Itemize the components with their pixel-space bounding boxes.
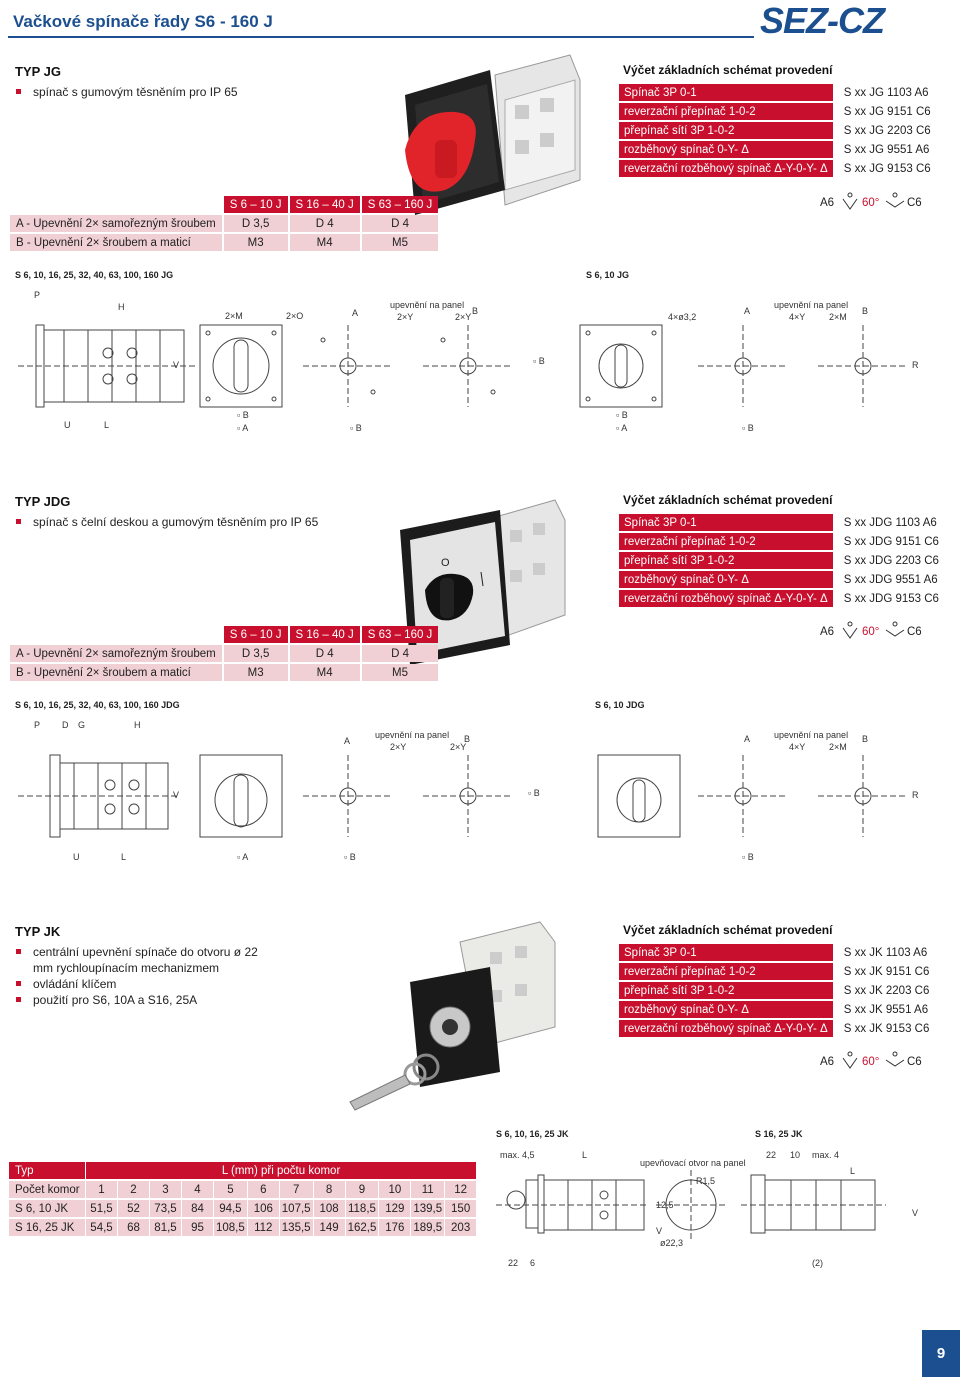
page-title: Vačkové spínače řady S6 - 160 J bbox=[13, 12, 273, 31]
dim-label: ▫ B bbox=[528, 788, 540, 798]
anchor-icon bbox=[884, 1050, 906, 1074]
schema-table-jk bbox=[619, 942, 943, 1039]
dim-label: 22 bbox=[508, 1258, 519, 1268]
schema-table-jdg bbox=[619, 512, 944, 609]
bullet-item: centrální upevnění spínače do otvoru ø 22 mm rychloupínacím mechanizmem bbox=[15, 944, 275, 976]
dim-label: ▫ B bbox=[616, 410, 628, 420]
dim-label: ▫ B bbox=[237, 410, 249, 420]
brand-logo: SEZ-CZ bbox=[760, 0, 884, 41]
schema-row: reverzační rozběhový spínač Δ-Y-0-Y- Δ S xx JK 9153 C6 bbox=[619, 1020, 943, 1037]
anchor-icon bbox=[840, 191, 860, 215]
bullet-list-jdg bbox=[15, 514, 318, 530]
schema-row: Spínač 3P 0-1 S xx JDG 1103 A6 bbox=[619, 514, 944, 531]
dim-label: A bbox=[744, 306, 751, 316]
dim-label: V bbox=[173, 360, 180, 370]
schema-row: Spínač 3P 0-1 S xx JK 1103 A6 bbox=[619, 944, 943, 961]
schema-table-jg bbox=[619, 82, 943, 179]
bullet-item: ovládání klíčem bbox=[15, 976, 275, 992]
dim-label: A bbox=[344, 736, 351, 746]
dim-label: P bbox=[34, 720, 41, 730]
dim-label: 2×Y bbox=[397, 312, 414, 322]
dim-label: L bbox=[582, 1150, 588, 1160]
dim-label: B bbox=[472, 306, 479, 316]
dim-label: H bbox=[118, 302, 125, 312]
drawing-label-jdg-left: S 6, 10, 16, 25, 32, 40, 63, 100, 160 JDG bbox=[15, 700, 180, 710]
dim-label: upevnění na panel bbox=[774, 300, 849, 310]
mount-row: B - Upevnění 2× šroubem a maticí M3 M4 M5 bbox=[10, 234, 438, 251]
dim-label: 4×ø3,2 bbox=[668, 312, 697, 322]
dim-label: 2×M bbox=[829, 742, 847, 752]
anchor-icon bbox=[884, 620, 906, 644]
schema-list-title-jk: Výčet základních schémat provedení bbox=[623, 923, 833, 937]
page-number: 9 bbox=[922, 1330, 960, 1377]
dim-label: max. 4,5 bbox=[500, 1150, 535, 1160]
dim-label: 2×Y bbox=[390, 742, 407, 752]
dim-label: 2×Y bbox=[455, 312, 472, 322]
dim-label: R1,5 bbox=[696, 1176, 716, 1186]
dim-label: 2×Y bbox=[450, 742, 467, 752]
anchor-icon bbox=[840, 1050, 860, 1074]
bullet-item: použití pro S6, 10A a S16, 25A bbox=[15, 992, 275, 1008]
position-indicator-jdg: A6 60° C6 bbox=[818, 620, 928, 646]
dim-label: ▫ B bbox=[533, 356, 545, 366]
dim-label: H bbox=[134, 720, 141, 730]
dim-label: 2×M bbox=[829, 312, 847, 322]
drawing-label-jk-right: S 16, 25 JK bbox=[755, 1129, 803, 1139]
dim-label: B bbox=[464, 734, 471, 744]
dim-label: P bbox=[34, 290, 41, 300]
schema-row: přepínač sítí 3P 1-0-2 S xx JK 2203 C6 bbox=[619, 982, 943, 999]
mount-row: B - Upevnění 2× šroubem a maticí M3 M4 M5 bbox=[10, 664, 438, 681]
schema-list-title-jdg: Výčet základních schémat provedení bbox=[623, 493, 833, 507]
table-row: Počet komor 1 2 3 4 5 6 7 8 9 10 11 12 bbox=[9, 1181, 476, 1198]
dim-label: L bbox=[121, 852, 127, 862]
dim-label: B bbox=[862, 734, 869, 744]
dim-label: U bbox=[73, 852, 80, 862]
mount-row: A - Upevnění 2× samořezným šroubem D 3,5 D 4 D 4 bbox=[10, 645, 438, 662]
position-indicator-jg: A6 60° C6 bbox=[818, 191, 928, 217]
section-title-jk: TYP JK bbox=[15, 924, 61, 939]
schema-row: přepínač sítí 3P 1-0-2 S xx JG 2203 C6 bbox=[619, 122, 943, 139]
switch-photo-jg bbox=[395, 40, 595, 215]
header-divider bbox=[8, 36, 754, 38]
drawing-label-jk-left: S 6, 10, 16, 25 JK bbox=[496, 1129, 569, 1139]
mount-table-jg: S 6 – 10 J S 16 – 40 J S 63 – 160 J A - Upevnění 2× samořezným šroubem D 3,5 D 4 D 4 B - Upevnění 2× šroubem a maticí M3 M4 M5 bbox=[8, 194, 440, 253]
schema-row: rozběhový spínač 0-Y- Δ S xx JG 9551 A6 bbox=[619, 141, 943, 158]
dim-label: V bbox=[912, 1208, 919, 1218]
dim-label: G bbox=[78, 720, 86, 730]
schema-row: reverzační rozběhový spínač Δ-Y-0-Y- Δ S xx JG 9153 C6 bbox=[619, 160, 943, 177]
schema-row: reverzační přepínač 1-0-2 S xx JG 9151 C6 bbox=[619, 103, 943, 120]
position-indicator-jk: A6 60° C6 bbox=[818, 1050, 928, 1076]
dim-label: 2×O bbox=[286, 311, 304, 321]
schema-row: rozběhový spínač 0-Y- Δ S xx JK 9551 A6 bbox=[619, 1001, 943, 1018]
schema-list-title-jg: Výčet základních schémat provedení bbox=[623, 63, 833, 77]
schema-row: reverzační přepínač 1-0-2 S xx JDG 9151 C6 bbox=[619, 533, 944, 550]
svg-text:O: O bbox=[441, 557, 450, 569]
dim-label: U bbox=[64, 420, 71, 430]
dim-label: max. 4 bbox=[812, 1150, 840, 1160]
dimension-table-jk: Typ L (mm) při počtu komor Počet komor 1 2 3 4 5 6 7 8 9 10 11 12 S 6, 10 JK 51,5 52 73,5 84 94,5 106 107,5 108 118,5 129 139,5 150 S 16, 25 JK 54,5 68 81,5 95 108,5 112 135,5 149 162,5 176 189,5 203 bbox=[8, 1160, 477, 1238]
mount-row: A - Upevnění 2× samořezným šroubem D 3,5 D 4 D 4 bbox=[10, 215, 438, 232]
dim-label: R bbox=[912, 360, 919, 370]
dim-label: 6 bbox=[530, 1258, 536, 1268]
dim-label: 2×M bbox=[225, 311, 243, 321]
dim-label: ▫ B bbox=[742, 423, 754, 433]
bullet-item: spínač s gumovým těsněním pro IP 65 bbox=[15, 84, 238, 100]
section-title-jdg: TYP JDG bbox=[15, 494, 71, 509]
dim-label: upevnění na panel bbox=[390, 300, 465, 310]
dim-label: ▫ B bbox=[742, 852, 754, 862]
table-row: S 16, 25 JK 54,5 68 81,5 95 108,5 112 135,5 149 162,5 176 189,5 203 bbox=[9, 1219, 476, 1236]
bullet-list-jg bbox=[15, 84, 238, 100]
schema-row: přepínač sítí 3P 1-0-2 S xx JDG 2203 C6 bbox=[619, 552, 944, 569]
dim-label: 12,5 bbox=[656, 1200, 674, 1210]
dim-label: upevnění na panel bbox=[774, 730, 849, 740]
dim-label: R bbox=[912, 790, 919, 800]
dim-label: upevnění na panel bbox=[375, 730, 450, 740]
drawing-label-jg-right: S 6, 10 JG bbox=[586, 270, 630, 280]
dim-label: ø22,3 bbox=[660, 1238, 684, 1248]
dim-label: 4×Y bbox=[789, 742, 806, 752]
dim-label: A bbox=[744, 734, 751, 744]
section-title-jg: TYP JG bbox=[15, 64, 62, 79]
mount-table-jdg: S 6 – 10 J S 16 – 40 J S 63 – 160 J A - Upevnění 2× samořezným šroubem D 3,5 D 4 D 4 B - Upevnění 2× šroubem a maticí M3 M4 M5 bbox=[8, 624, 440, 683]
dim-label: V bbox=[173, 790, 180, 800]
dim-label: 4×Y bbox=[789, 312, 806, 322]
dim-label: L bbox=[104, 420, 110, 430]
schema-row: rozběhový spínač 0-Y- Δ S xx JDG 9551 A6 bbox=[619, 571, 944, 588]
dim-label: D bbox=[62, 720, 69, 730]
dim-label: V bbox=[656, 1226, 663, 1236]
schema-row: reverzační rozběhový spínač Δ-Y-0-Y- Δ S xx JDG 9153 C6 bbox=[619, 590, 944, 607]
dim-label: ▫ B bbox=[350, 423, 362, 433]
drawing-label-jdg-right: S 6, 10 JDG bbox=[595, 700, 645, 710]
dim-label: B bbox=[862, 306, 869, 316]
dim-label: upevňovací otvor na panel bbox=[640, 1158, 746, 1168]
bullet-list-jk bbox=[15, 944, 275, 1008]
table-row: S 6, 10 JK 51,5 52 73,5 84 94,5 106 107,5 108 118,5 129 139,5 150 bbox=[9, 1200, 476, 1217]
dim-label: L bbox=[850, 1166, 856, 1176]
schema-row: reverzační přepínač 1-0-2 S xx JK 9151 C6 bbox=[619, 963, 943, 980]
dim-label: ▫ A bbox=[616, 423, 628, 433]
drawing-label-jg-left: S 6, 10, 16, 25, 32, 40, 63, 100, 160 JG bbox=[15, 270, 174, 280]
anchor-icon bbox=[884, 191, 906, 215]
bullet-item: spínač s čelní deskou a gumovým těsněním pro IP 65 bbox=[15, 514, 318, 530]
schema-row: Spínač 3P 0-1 S xx JG 1103 A6 bbox=[619, 84, 943, 101]
switch-photo-jk bbox=[340, 912, 600, 1122]
dim-label: 22 bbox=[766, 1150, 777, 1160]
dim-label: A bbox=[352, 308, 359, 318]
dim-label: ▫ A bbox=[237, 852, 249, 862]
dim-label: 10 bbox=[790, 1150, 801, 1160]
anchor-icon bbox=[840, 620, 860, 644]
dim-label: ▫ A bbox=[237, 423, 249, 433]
dim-label: (2) bbox=[812, 1258, 823, 1268]
dim-label: ▫ B bbox=[344, 852, 356, 862]
